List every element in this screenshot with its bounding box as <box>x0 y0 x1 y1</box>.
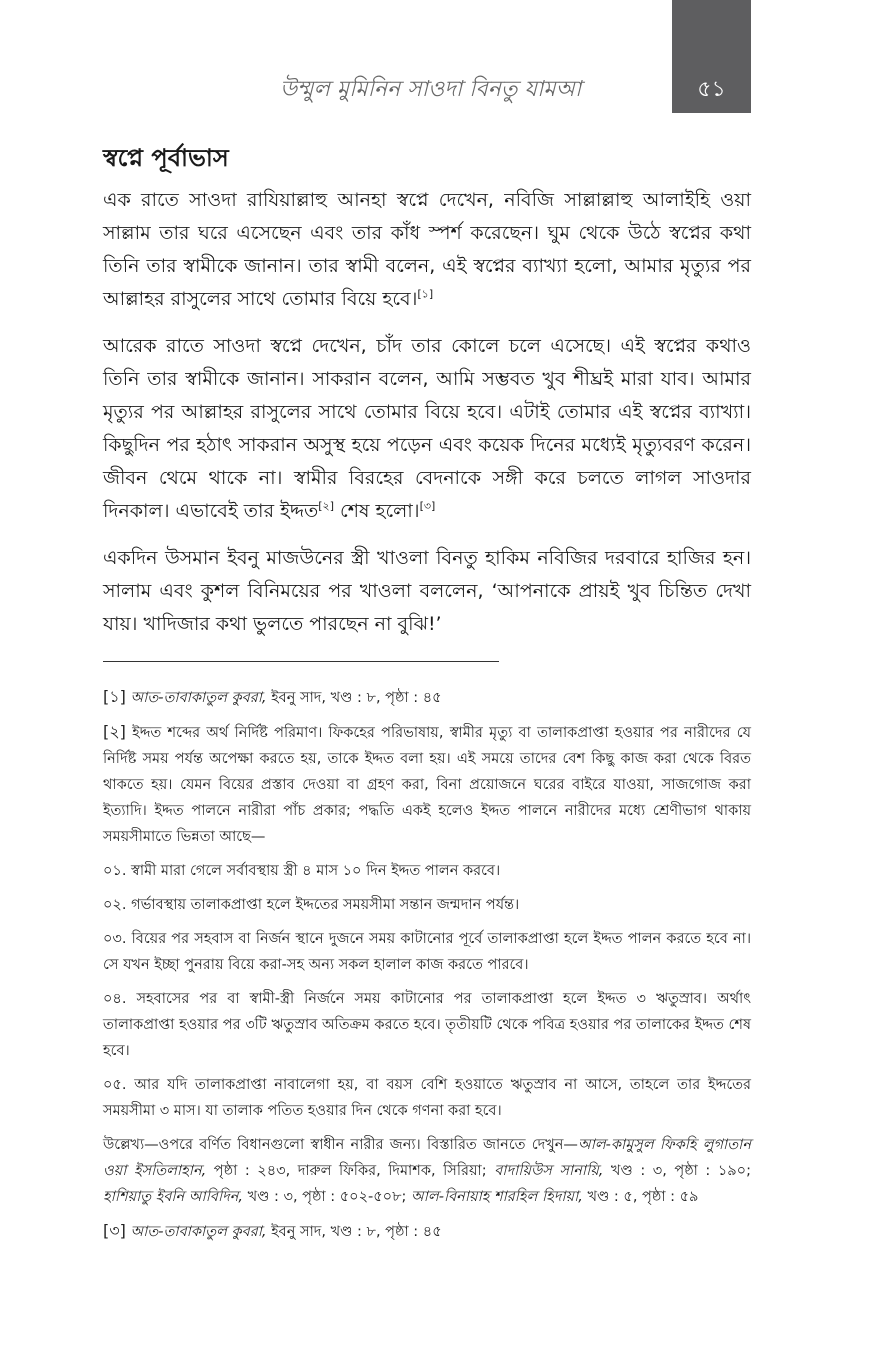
note-ref-1-title: আল-কামুসুল ফিকহি লুগাতান ওয়া ইসতিলাহান, <box>103 1137 751 1179</box>
note-ref-4-rest: খণ্ড : ৫, পৃষ্ঠা : ৫৯ <box>582 1189 699 1205</box>
footnote-2-item-3: ০৩. বিয়ের পর সহবাস বা নির্জন স্থানে দুজনে সময় কাটানোর পূর্বে তালাকপ্রাপ্তা হলে ইদ্দত পালন করতে হবে না। সে যখন ইচ্ছা পুনরায় বিয়ে করা-সহ অন্য সকল হালাল কাজ করতে পারবে। <box>103 931 751 973</box>
paragraph-1-text: এক রাতে সাওদা রাযিয়াল্লাহু আনহা স্বপ্নে দেখেন, নবিজি সাল্লাল্লাহু আলাইহি ওয়া সাল্লাম তার ঘরে এসেছেন এবং তার কাঁধ স্পর্শ করেছেন। ঘুম থেকে উঠে স্বপ্নের কথা তিনি তার স্বামীকে জানান। তার স্বামী বলেন, এই স্বপ্নের ব্যাখ্যা হলো, আমার মৃত্যুর পর আল্লাহর রাসুলের সাথে তোমার বিয়ে হবে। <box>103 189 751 310</box>
footnote-2-mark: [২] <box>103 722 126 741</box>
footnote-ref-3[interactable]: [৩] <box>419 499 436 513</box>
page-number: ৫১ <box>697 77 726 102</box>
footnote-1-mark: [১] <box>103 687 126 706</box>
footnote-3-source: আত-তাবাকাতুল কুবরা, <box>130 1224 267 1240</box>
paragraph-2 <box>103 330 751 528</box>
footnote-2-item-1: ০১. স্বামী মারা গেলে সর্বাবস্থায় স্ত্রী ৪ মাস ১০ দিন ইদ্দত পালন করবে। <box>103 863 501 879</box>
note-lead: উল্লেখ্য—ওপরে বর্ণিত বিধানগুলো স্বাধীন নারীর জন্য। বিস্তারিত জানতে দেখুন— <box>103 1137 578 1153</box>
footnote-1 <box>103 684 751 711</box>
paragraph-2-text-b: শেষ হলো। <box>334 500 420 522</box>
paragraph-1 <box>103 184 751 316</box>
footnote-2-note <box>103 1132 751 1210</box>
page-content <box>103 140 751 1253</box>
section-heading: স্বপ্নে পূর্বাভাস <box>103 144 229 172</box>
paragraph-2-text-a: আরেক রাতে সাওদা স্বপ্নে দেখেন, চাঁদ তার কোলে চলে এসেছে। এই স্বপ্নের কথাও তিনি তার স্বামীকে জানান। সাকরান বলেন, আমি সম্ভবত খুব শীঘ্রই মারা যাব। আমার মৃত্যুর পর আল্লাহর রাসুলের সাথে তোমার বিয়ে হবে। এটাই তোমার এই স্বপ্নের ব্যাখ্যা। কিছুদিন পর হঠাৎ সাকরান অসুস্থ হয়ে পড়েন এবং কয়েক দিনের মধ্যেই মৃত্যুবরণ করেন। জীবন থেমে থাকে না। স্বামীর বিরহের বেদনাকে সঙ্গী করে চলতে লাগল সাওদার দিনকাল। এভাবেই তার ইদ্দত <box>103 335 751 522</box>
footnote-2-item-5: ০৫. আর যদি তালাকপ্রাপ্তা নাবালেগা হয়, বা বয়স বেশি হওয়াতে ঋতুস্রাব না আসে, তাহলে তার ইদ্দতের সময়সীমা ৩ মাস। যা তালাক পতিত হওয়ার দিন থেকে গণনা করা হবে। <box>103 1077 751 1119</box>
footnote-ref-2[interactable]: [২] <box>318 499 335 513</box>
footnote-divider <box>103 661 499 662</box>
footnote-3-rest: ইবনু সাদ, খণ্ড : ৮, পৃষ্ঠা : ৪৫ <box>266 1224 442 1240</box>
note-ref-3-title: হাশিয়াতু ইবনি আবিদিন, <box>103 1189 243 1205</box>
note-ref-4-title: আল-বিনায়াহ শারহিল হিদায়া, <box>411 1189 583 1205</box>
running-header-title: উম্মুল মুমিনিন সাওদা বিনতু যামআ <box>280 77 582 102</box>
footnote-2-item-2: ০২. গর্ভাবস্থায় তালাকপ্রাপ্তা হলে ইদ্দতের সময়সীমা সন্তান জন্মদান পর্যন্ত। <box>103 897 520 913</box>
footnote-3 <box>103 1218 751 1245</box>
note-ref-2-rest: খণ্ড : ৩, পৃষ্ঠা : ১৯০; <box>603 1163 751 1179</box>
footnote-2-text: ইদ্দত শব্দের অর্থ নির্দিষ্ট পরিমাণ। ফিকহের পরিভাষায়, স্বামীর মৃত্যু বা তালাকপ্রাপ্তা হওয়ার পর নারীদের যে নির্দিষ্ট সময় পর্যন্ত অপেক্ষা করতে হয়, তাকে ইদ্দত বলা হয়। এই সময়ে তাদের বেশ কিছু কাজ করা থেকে বিরত থাকতে হয়। যেমন বিয়ের প্রস্তাব দেওয়া বা গ্রহণ করা, বিনা প্রয়োজনে ঘরের বাইরে যাওয়া, সাজগোজ করা ইত্যাদি। ইদ্দত পালনে নারীরা পাঁচ প্রকার; পদ্ধতি একই হলেও ইদ্দত পালনে নারীদের মধ্যে শ্রেণীভাগ থাকায় সময়সীমাতে ভিন্নতা আছে— <box>103 725 751 845</box>
note-ref-2-title: বাদায়িউস সানায়ি, <box>494 1163 604 1179</box>
footnote-2 <box>103 719 751 850</box>
paragraph-3: একদিন উসমান ইবনু মাজউনের স্ত্রী খাওলা বিনতু হাকিম নবিজির দরবারে হাজির হন। সালাম এবং কুশল বিনিময়ের পর খাওলা বললেন, ‘আপনাকে প্রায়ই খুব চিন্তিত দেখা যায়। খাদিজার কথা ভুলতে পারছেন না বুঝি!’ <box>103 547 751 635</box>
footnote-ref-1[interactable]: [১] <box>417 287 434 301</box>
note-ref-3-rest: খণ্ড : ৩, পৃষ্ঠা : ৫০২-৫০৮; <box>242 1189 411 1205</box>
footnote-3-mark: [৩] <box>103 1221 126 1240</box>
footnote-1-rest: ইবনু সাদ, খণ্ড : ৮, পৃষ্ঠা : ৪৫ <box>266 690 442 706</box>
footnote-2-item-4: ০৪. সহবাসের পর বা স্বামী-স্ত্রী নির্জনে সময় কাটানোর পর তালাকপ্রাপ্তা হলে ইদ্দত ৩ ঋতুস্রাব। অর্থাৎ তালাকপ্রাপ্তা হওয়ার পর ৩টি ঋতুস্রাব অতিক্রম করতে হবে। তৃতীয়টি থেকে পবিত্র হওয়ার পর তালাকের ইদ্দত শেষ হবে। <box>103 991 751 1059</box>
page-number-box <box>672 0 751 113</box>
footnote-1-source: আত-তাবাকাতুল কুবরা, <box>130 690 267 706</box>
note-ref-1-rest: পৃষ্ঠা : ২৪৩, দারুল ফিকির, দিমাশক, সিরিয়া; <box>206 1163 495 1179</box>
